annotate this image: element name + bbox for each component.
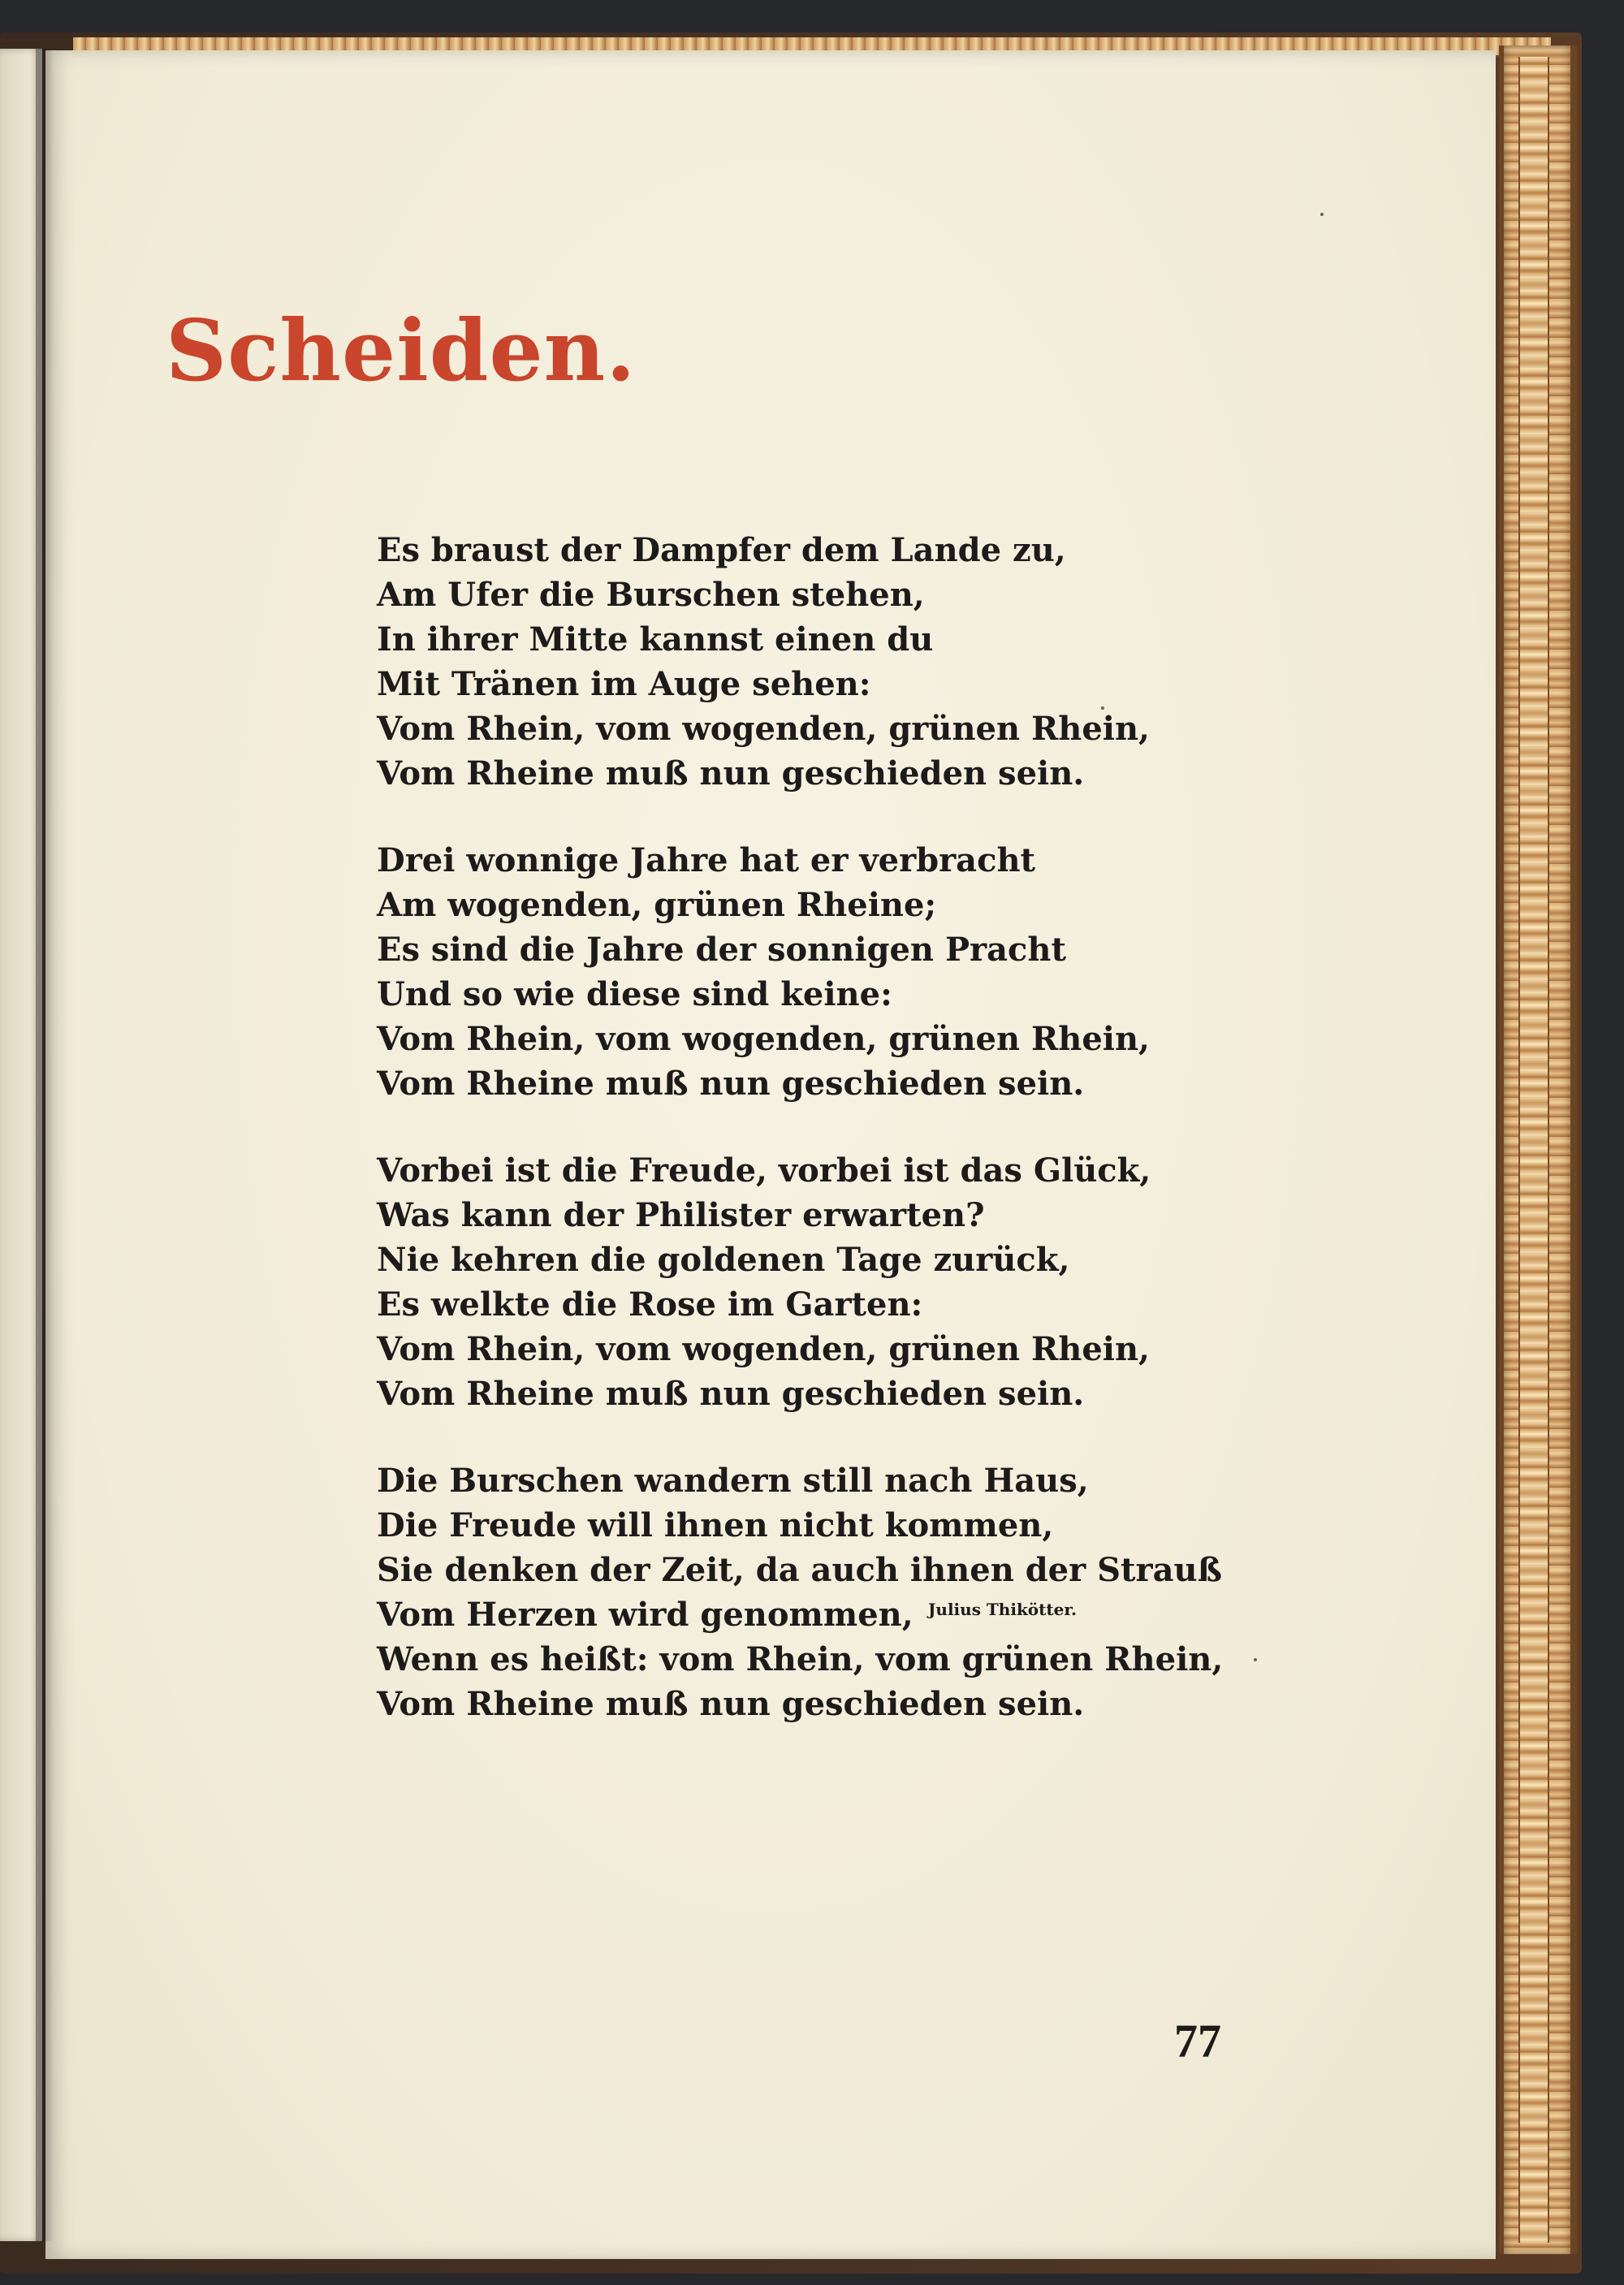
poem-line: Wenn es heißt: vom Rhein, vom grünen Rhein,: [377, 1640, 1224, 1678]
paper-speck: [1101, 706, 1104, 710]
poem-line: Sie denken der Zeit, da auch ihnen der Strauß: [377, 1551, 1222, 1589]
poem-line: Drei wonnige Jahre hat er verbracht: [377, 841, 1036, 879]
poem-line: Es welkte die Rose im Garten:: [377, 1285, 923, 1324]
paper-speck: [1254, 1658, 1257, 1661]
stanza-2: [377, 838, 1497, 1106]
author-signature: Julius Thikötter.: [927, 1600, 1077, 1619]
page-gutter-shadow: [36, 49, 54, 2241]
poem-line: Die Freude will ihnen nicht kommen,: [377, 1506, 1054, 1544]
poem-line: Mit Tränen im Auge sehen:: [377, 665, 871, 703]
poem-line: Vom Rheine muß nun geschieden sein.: [377, 1065, 1085, 1103]
poem-line: Am wogenden, grünen Rheine;: [377, 886, 937, 924]
poem-line: Vom Rhein, vom wogenden, grünen Rhein,: [377, 710, 1150, 748]
poem-line: Am Ufer die Burschen stehen,: [377, 576, 925, 614]
page-number: 77: [1174, 2015, 1221, 2067]
poem-line: In ihrer Mitte kannst einen du: [377, 620, 934, 659]
poem-line: Und so wie diese sind keine:: [377, 975, 892, 1013]
stanza-3: [377, 1148, 1497, 1416]
poem-line: Die Burschen wandern still nach Haus,: [377, 1462, 1089, 1500]
poem-line: Vom Herzen wird genommen,: [377, 1596, 914, 1634]
paper-speck: [1320, 213, 1324, 216]
poem-line: Vom Rheine muß nun geschieden sein.: [377, 754, 1085, 793]
gilded-border-ornament: [1518, 57, 1549, 2243]
poem-line: Was kann der Philister erwarten?: [377, 1196, 985, 1234]
poem-line: Es braust der Dampfer dem Lande zu,: [377, 531, 1066, 569]
poem-body: [377, 528, 1497, 1769]
poem-line: Vom Rheine muß nun geschieden sein.: [377, 1375, 1085, 1413]
poem-line: Nie kehren die goldenen Tage zurück,: [377, 1241, 1070, 1279]
poem-line: Es sind die Jahre der sonnigen Pracht: [377, 931, 1066, 969]
book-page: [45, 50, 1496, 2259]
stanza-4: [377, 1458, 1497, 1726]
stanza-1: [377, 528, 1497, 796]
poem-line: Vorbei ist die Freude, vorbei ist das Glück,: [377, 1151, 1151, 1190]
poem-line: Vom Rheine muß nun geschieden sein.: [377, 1685, 1085, 1723]
poem-line: Vom Rhein, vom wogenden, grünen Rhein,: [377, 1330, 1150, 1368]
poem-title: Scheiden.: [166, 300, 637, 400]
poem-line: Vom Rhein, vom wogenden, grünen Rhein,: [377, 1020, 1150, 1058]
